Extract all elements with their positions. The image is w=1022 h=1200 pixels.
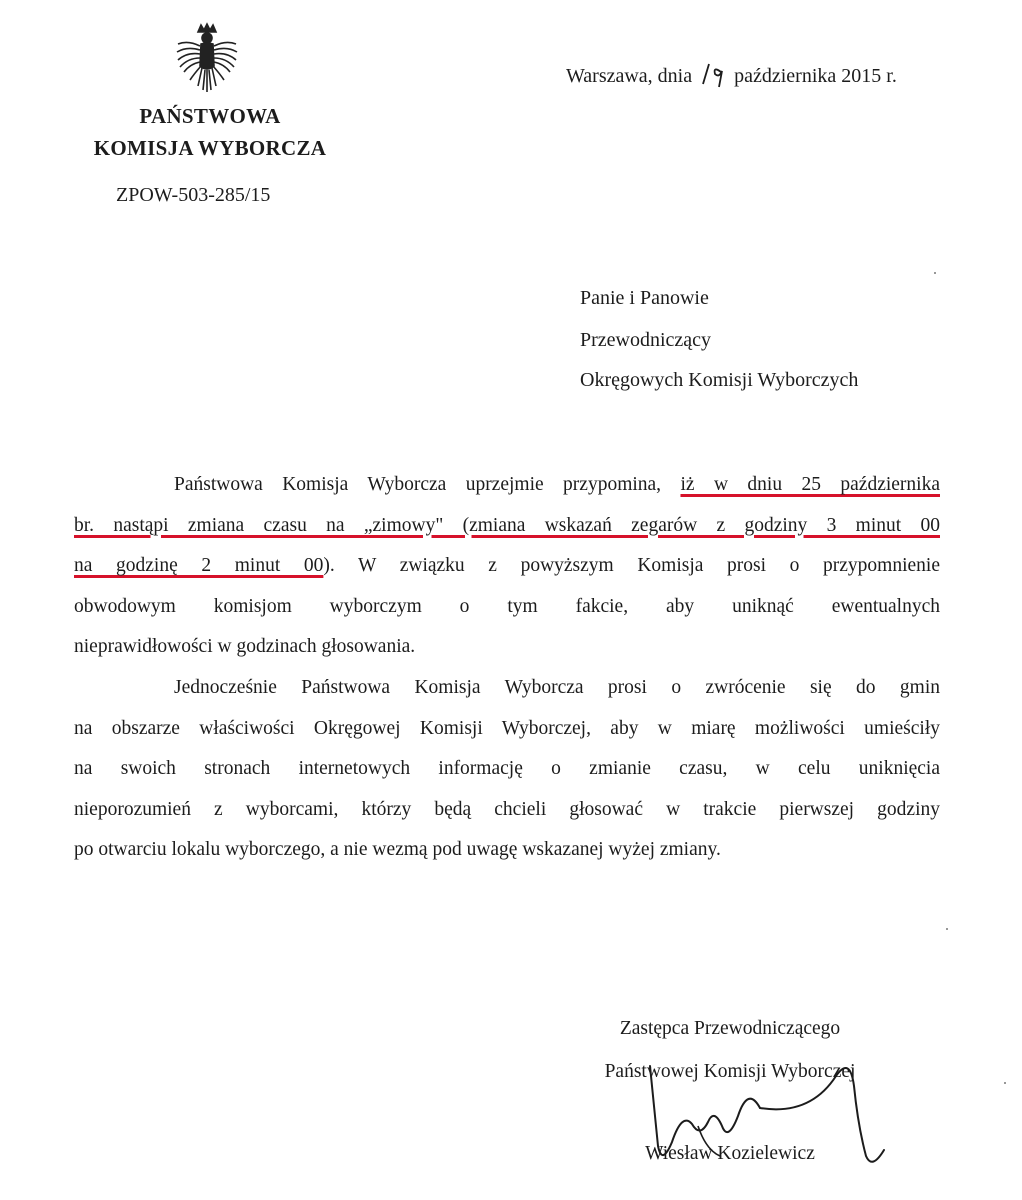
paragraph-line: na obszarze właściwości Okręgowej Komisji Wyborczej, aby w miarę możliwości umieściły — [74, 717, 940, 739]
paragraph-line: obwodowym komisjom wyborczym o tym fakcie, aby uniknąć ewentualnych — [74, 595, 940, 617]
paragraph-line: Państwowa Komisja Wyborcza uprzejmie przypomina, iż w dniu 25 października — [174, 474, 940, 495]
handwritten-day — [697, 62, 729, 88]
signatory-name: Wiesław Kozielewicz — [645, 1143, 815, 1164]
underlined-text: iż w dniu 25 października — [680, 474, 940, 495]
scan-speck — [946, 928, 948, 930]
paragraph-line: na swoich stronach internetowych informację o zmianie czasu, w celu uniknięcia — [74, 758, 940, 779]
institution-name-line2: KOMISJA WYBORCZA — [93, 136, 327, 160]
body-paragraph-1 — [74, 465, 940, 668]
scan-speck — [1004, 1082, 1006, 1084]
place-suffix: października 2015 r. — [734, 65, 897, 87]
paragraph-line — [74, 506, 940, 547]
paragraph-line: po otwarciu lokalu wyborczego, a nie wezmą pod uwagę wskazanej wyżej zmiany. — [74, 839, 721, 860]
paragraph-line: nieprawidłowości w godzinach głosowania. — [74, 636, 416, 657]
body-paragraph-2 — [74, 668, 940, 871]
place-and-date — [566, 62, 897, 88]
underlined-text: na godzinę 2 minut 00 — [74, 555, 324, 576]
place-prefix: Warszawa, dnia — [566, 65, 693, 87]
handwritten-signature — [610, 1046, 910, 1176]
signatory-title-line1: Zastępca Przewodniczącego — [619, 1018, 841, 1039]
paragraph-line: na godzinę 2 minut 00). W związku z powyższym Komisja prosi o przypomnienie — [74, 555, 940, 576]
polish-eagle-emblem-icon — [174, 22, 240, 96]
paragraph-line: Jednocześnie Państwowa Komisja Wyborcza prosi o zwrócenie się do gmin — [174, 677, 940, 698]
addressee-line1: Panie i Panowie — [580, 287, 709, 309]
institution-name-line1: PAŃSTWOWA — [139, 104, 281, 128]
underlined-text: br. nastąpi zmiana czasu na „zimowy" (zmiana wskazań zegarów z godziny 3 minut 00 — [74, 514, 940, 536]
addressee-line2: Przewodniczący — [580, 329, 712, 351]
reference-number: ZPOW-503-285/15 — [116, 184, 271, 206]
signatory-title-line2: Państwowej Komisji Wyborczej — [604, 1061, 856, 1082]
addressee-line3: Okręgowych Komisji Wyborczych — [580, 369, 859, 391]
scan-speck — [934, 272, 936, 274]
paragraph-line: nieporozumień z wyborcami, którzy będą chcieli głosować w trakcie pierwszej godziny — [74, 798, 940, 820]
